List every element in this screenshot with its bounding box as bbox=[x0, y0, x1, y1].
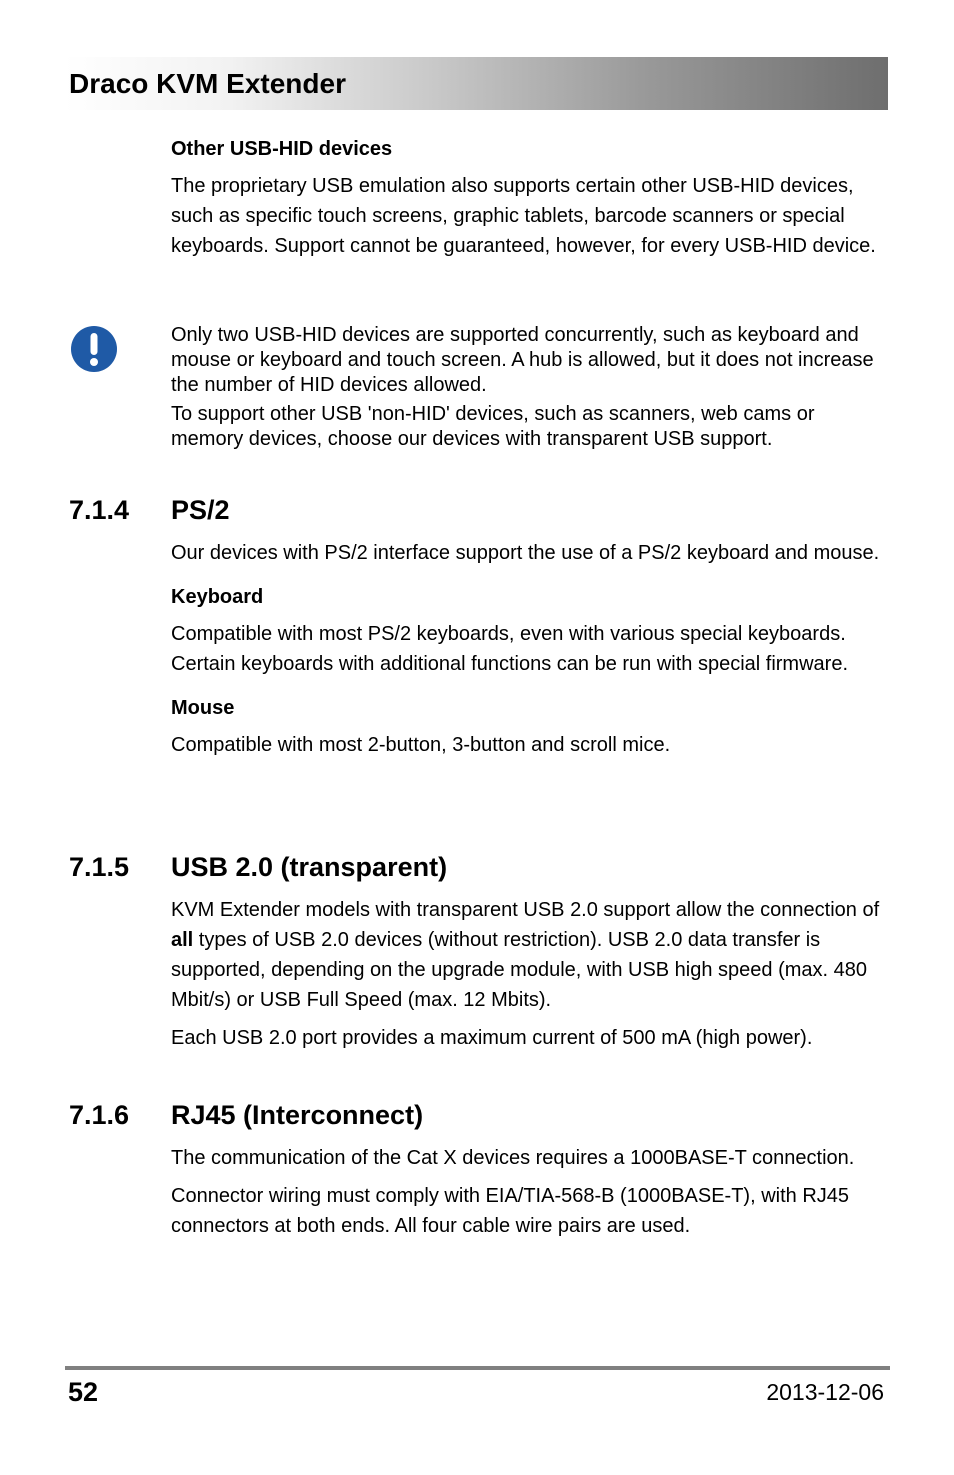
mouse-text: Compatible with most 2-button, 3-button and scroll mice. bbox=[171, 734, 671, 756]
exclamation-icon bbox=[70, 325, 118, 373]
note-block bbox=[171, 323, 881, 452]
section-title: PS/2 bbox=[171, 495, 230, 525]
keyboard-text: Compatible with most PS/2 keyboards, even with various special keyboards. Certain keyboards with additional functions can be run with special firmware. bbox=[171, 623, 849, 675]
usb20-paragraph-1 bbox=[171, 895, 881, 1015]
section-heading-rj45 bbox=[69, 1099, 423, 1131]
rj45-paragraph-2: Connector wiring must comply with EIA/TIA-568-B (1000BASE-T), with RJ45 connectors at both ends. All four cable wire pairs are used. bbox=[171, 1185, 850, 1237]
rj45-block bbox=[171, 1143, 881, 1241]
usb-hid-block bbox=[171, 137, 881, 261]
usb20-paragraph-2: Each USB 2.0 port provides a maximum current of 500 mA (high power). bbox=[171, 1027, 813, 1049]
section-number: 7.1.4 bbox=[69, 495, 130, 525]
ps2-intro: Our devices with PS/2 interface support the use of a PS/2 keyboard and mouse. bbox=[171, 542, 880, 564]
section-title: RJ45 (Interconnect) bbox=[171, 1100, 424, 1130]
header-bar bbox=[65, 57, 888, 110]
usb-hid-heading: Other USB-HID devices bbox=[171, 138, 393, 160]
footer-rule bbox=[65, 1366, 890, 1370]
keyboard-heading: Keyboard bbox=[171, 586, 264, 608]
rj45-paragraph-1: The communication of the Cat X devices requires a 1000BASE-T connection. bbox=[171, 1147, 855, 1169]
section-number: 7.1.6 bbox=[69, 1100, 130, 1130]
mouse-heading: Mouse bbox=[171, 697, 235, 719]
ps2-block bbox=[171, 538, 881, 760]
note-line-2: To support other USB 'non-HID' devices, such as scanners, web cams or memory devices, choose our devices with transparent USB support. bbox=[171, 403, 815, 450]
footer-date: 2013-12-06 bbox=[766, 1379, 884, 1405]
usb20-text-before: KVM Extender models with transparent USB 2.0 support allow the connection of bbox=[171, 899, 880, 921]
usb-hid-paragraph: The proprietary USB emulation also supports certain other USB-HID devices, such as specific touch screens, graphic tablets, barcode scanners or special keyboards. Support cannot be guaranteed, however, for every USB-HID device. bbox=[171, 175, 876, 257]
document-title: Draco KVM Extender bbox=[69, 68, 346, 99]
usb20-text-bold: all bbox=[171, 929, 194, 951]
usb20-text-after: types of USB 2.0 devices (without restriction). USB 2.0 data transfer is supported, depending on the upgrade module, with USB high speed (max. 480 Mbit/s) or USB Full Speed (max. 12 Mbits). bbox=[171, 929, 868, 1011]
page-number: 52 bbox=[68, 1377, 99, 1407]
section-heading-usb20 bbox=[69, 851, 447, 883]
note-line-1: Only two USB-HID devices are supported concurrently, such as keyboard and mouse or keyboard and touch screen. A hub is allowed, but it does not increase the number of HID devices allowed. bbox=[171, 324, 874, 396]
section-heading-ps2 bbox=[69, 494, 230, 526]
usb20-block bbox=[171, 895, 881, 1053]
section-number: 7.1.5 bbox=[69, 852, 130, 882]
section-title: USB 2.0 (transparent) bbox=[171, 852, 448, 882]
